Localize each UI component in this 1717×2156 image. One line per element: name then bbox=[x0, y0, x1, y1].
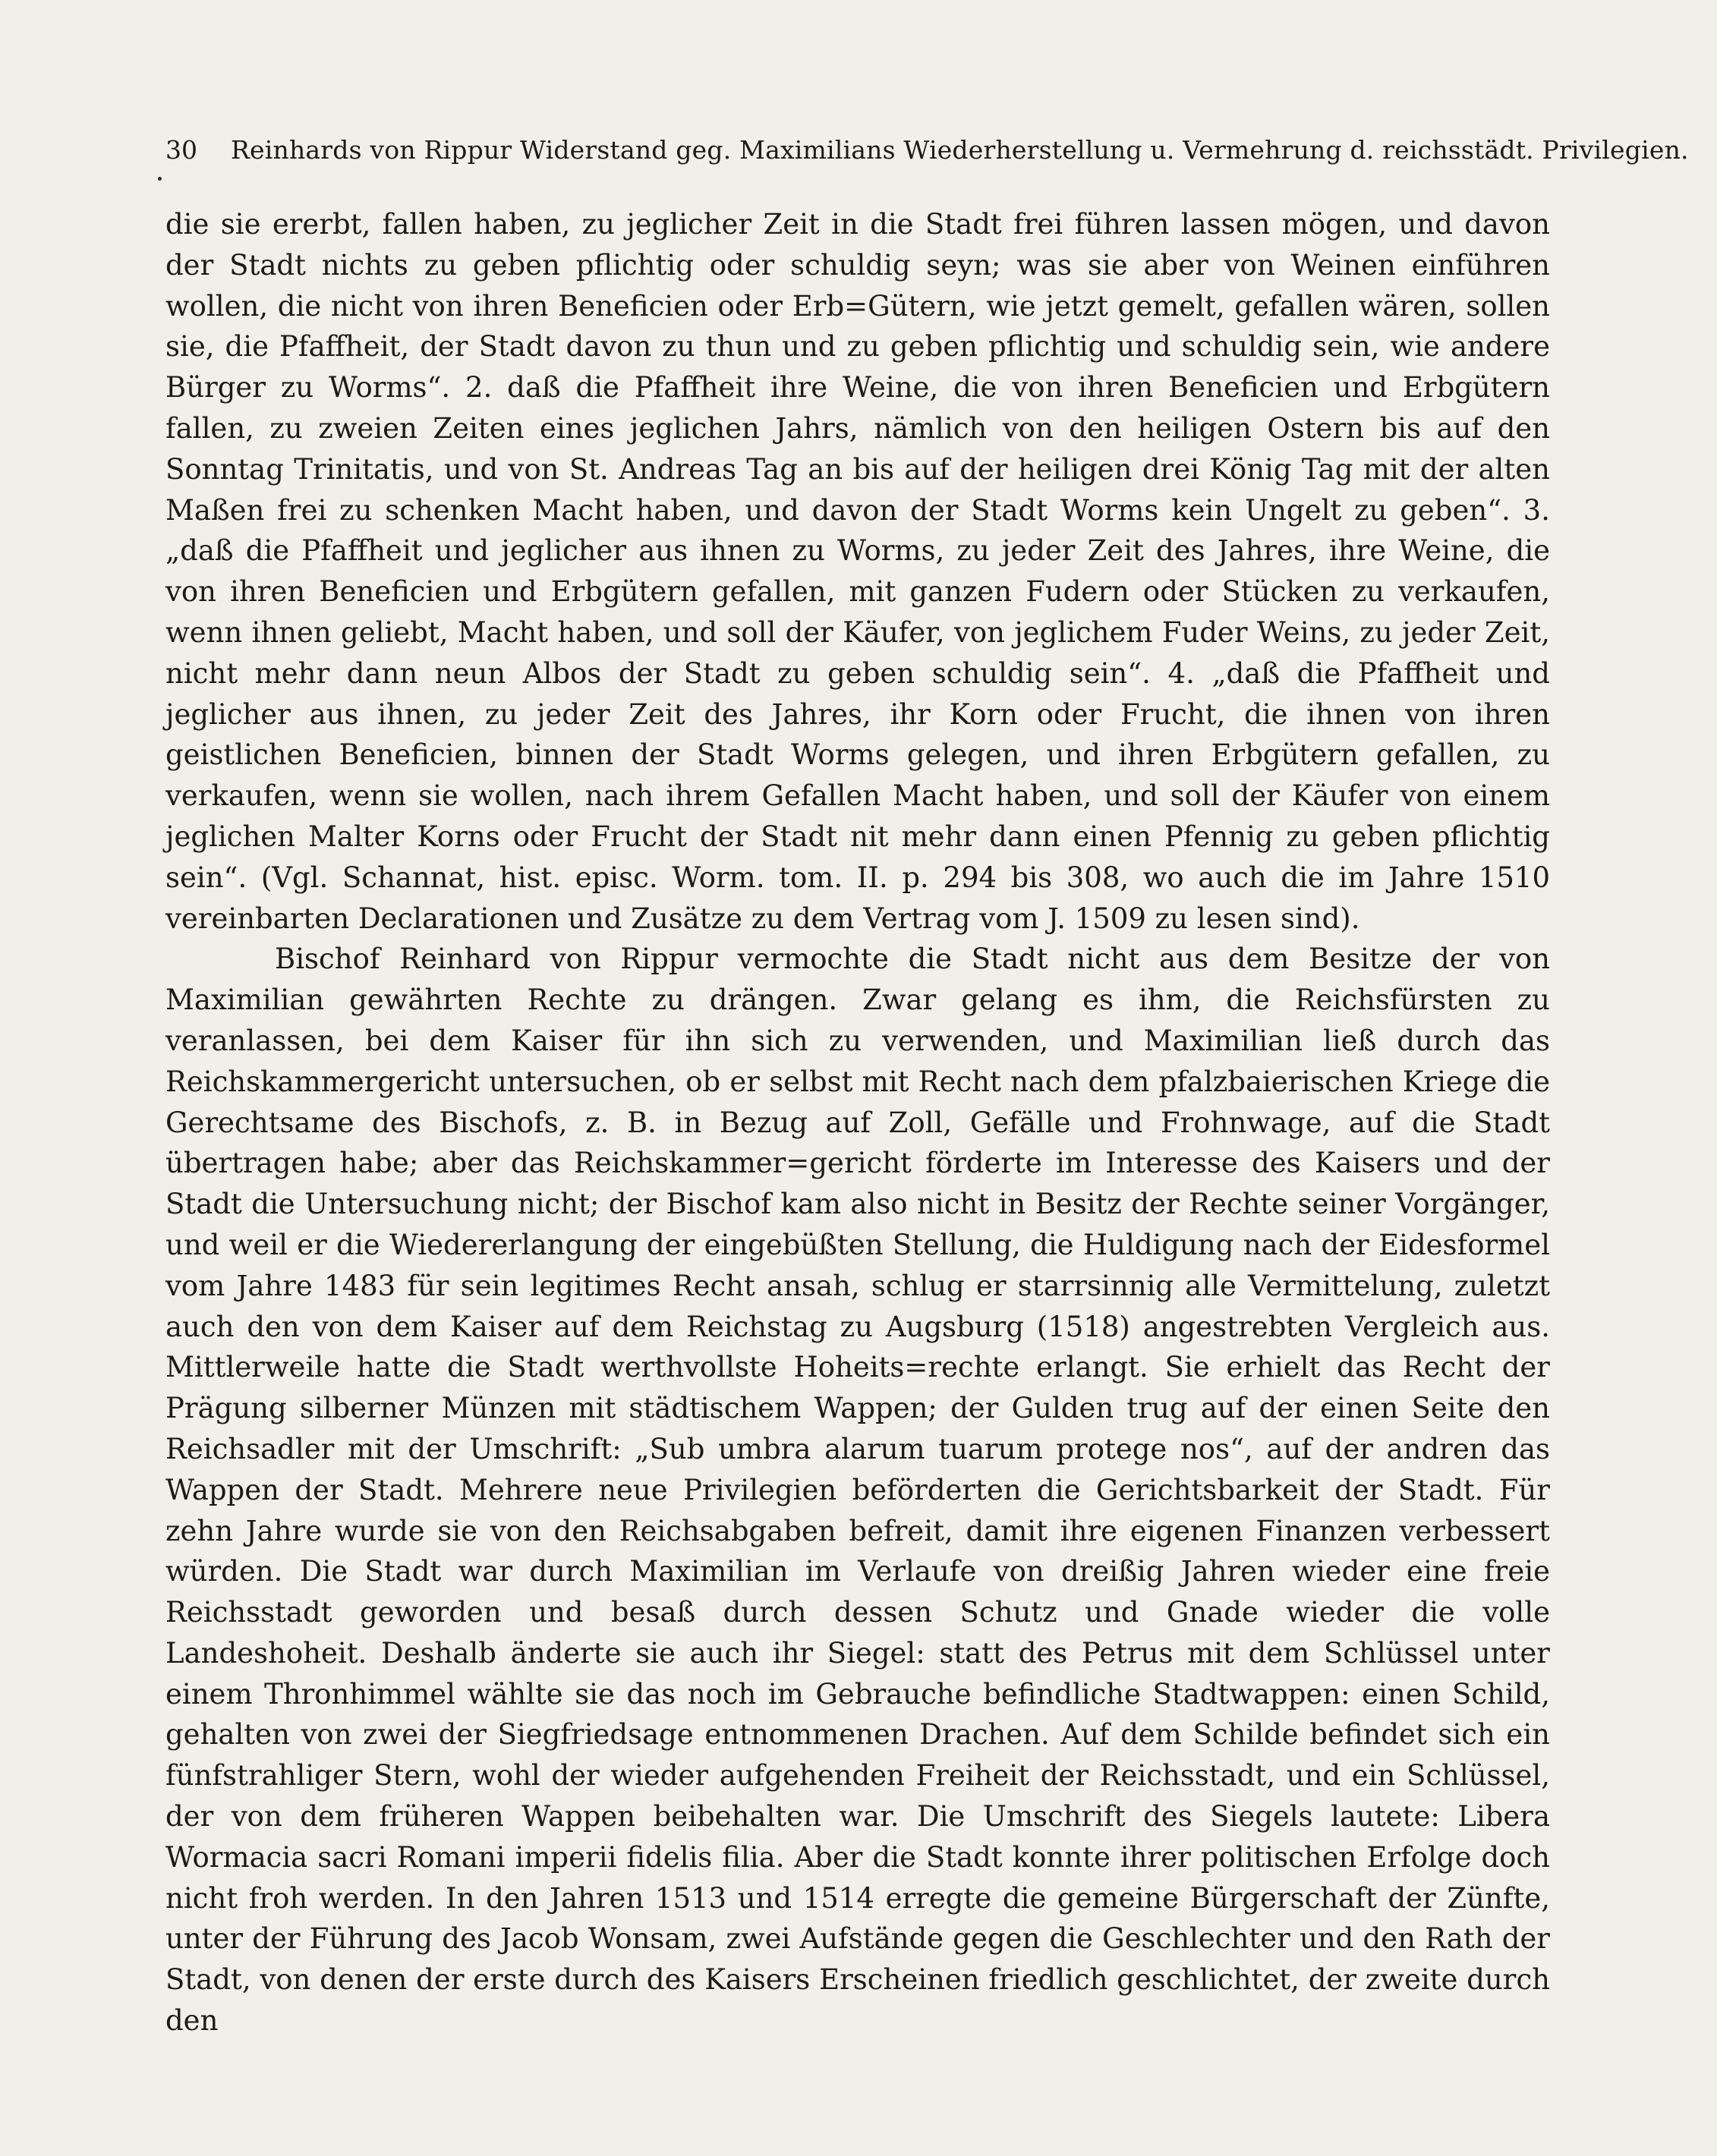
ink-speck bbox=[158, 177, 162, 181]
body-paragraph-1: die sie ererbt, fallen haben, zu jeglicher Zeit in die Stadt frei führen lassen mögen, und davon der Stadt nichts zu geben pflichtig oder schuldig seyn; was sie aber von Weinen einführen wollen, die nicht von ihren Beneficien oder Erb=Gütern, wie jetzt gemelt, gefallen wären, sollen sie, die Pfaffheit, der Stadt davon zu thun und zu geben pflichtig und schuldig sein, wie andere Bürger zu Worms“. 2. daß die Pfaffheit ihre Weine, die von ihren Beneficien und Erbgütern fallen, zu zweien Zeiten eines jeglichen Jahrs, nämlich von den heiligen Ostern bis auf den Sonntag Trinitatis, und von St. Andreas Tag an bis auf der heiligen drei König Tag mit der alten Maßen frei zu schenken Macht haben, und davon der Stadt Worms kein Ungelt zu geben“. 3. „daß die Pfaffheit und jeglicher aus ihnen zu Worms, zu jeder Zeit des Jahres, ihre Weine, die von ihren Beneficien und Erbgütern gefallen, mit ganzen Fudern oder Stücken zu verkaufen, wenn ihnen geliebt, Macht haben, und soll der Käufer, von jeglichem Fuder Weins, zu jeder Zeit, nicht mehr dann neun Albos der Stadt zu geben schuldig sein“. 4. „daß die Pfaffheit und jeglicher aus ihnen, zu jeder Zeit des Jahres, ihr Korn oder Frucht, die ihnen von ihren geistlichen Beneficien, binnen der Stadt Worms gelegen, und ihren Erbgütern gefallen, zu verkaufen, wenn sie wollen, nach ihrem Gefallen Macht haben, und soll der Käufer von einem jeglichen Malter Korns oder Frucht der Stadt nit mehr dann einen Pfennig zu geben pflichtig sein“. (Vgl. Schannat, hist. episc. Worm. tom. II. p. 294 bis 308, wo auch die im Jahre 1510 vereinbarten Declarationen und Zusätze zu dem Vertrag vom J. 1509 zu lesen sind). bbox=[165, 208, 1550, 935]
page-header bbox=[165, 135, 1689, 165]
body-paragraph-2: Bischof Reinhard von Rippur vermochte die Stadt nicht aus dem Besitze der von Maximilian gewährten Rechte zu drängen. Zwar gelang es ihm, die Reichsfürsten zu veranlassen, bei dem Kaiser für ihn sich zu verwenden, und Maximilian ließ durch das Reichskammergericht untersuchen, ob er selbst mit Recht nach dem pfalzbaierischen Kriege die Gerechtsame des Bischofs, z. B. in Bezug auf Zoll, Gefälle und Frohnwage, auf die Stadt übertragen habe; aber das Reichskammer=gericht förderte im Interesse des Kaisers und der Stadt die Untersuchung nicht; der Bischof kam also nicht in Besitz der Rechte seiner Vorgänger, und weil er die Wiedererlangung der eingebüßten Stellung, die Huldigung nach der Eidesformel vom Jahre 1483 für sein legitimes Recht ansah, schlug er starrsinnig alle Vermittelung, zuletzt auch den von dem Kaiser auf dem Reichstag zu Augsburg (1518) angestrebten Vergleich aus. Mittlerweile hatte die Stadt werthvollste Hoheits=rechte erlangt. Sie erhielt das Recht der Prägung silberner Münzen mit städtischem Wappen; der Gulden trug auf der einen Seite den Reichsadler mit der Umschrift: „Sub umbra alarum tuarum protege nos“, auf der andren das Wappen der Stadt. Mehrere neue Privilegien beförderten die Gerichtsbarkeit der Stadt. Für zehn Jahre wurde sie von den Reichsabgaben befreit, damit ihre eigenen Finanzen verbessert würden. Die Stadt war durch Maximilian im Verlaufe von dreißig Jahren wieder eine freie Reichsstadt geworden und besaß durch dessen Schutz und Gnade wieder die volle Landeshoheit. Deshalb änderte sie auch ihr Siegel: statt des Petrus mit dem Schlüssel unter einem Thronhimmel wählte sie das noch im Gebrauche befindliche Stadtwappen: einen Schild, gehalten von zwei der Siegfriedsage entnommenen Drachen. Auf dem Schilde befindet sich ein fünfstrahliger Stern, wohl der wieder aufgehenden Freiheit der Reichsstadt, und ein Schlüssel, der von dem früheren Wappen beibehalten war. Die Umschrift des Siegels lautete: Libera Wormacia sacri Romani imperii fidelis filia. Aber die Stadt konnte ihrer politischen Erfolge doch nicht froh werden. In den Jahren 1513 und 1514 erregte die gemeine Bürgerschaft der Zünfte, unter der Führung des Jacob Wonsam, zwei Aufstände gegen die Geschlechter und den Rath der Stadt, von denen der erste durch des Kaisers Erscheinen friedlich geschlichtet, der zweite durch den bbox=[165, 943, 1550, 2038]
page-number: 30 bbox=[165, 135, 197, 165]
running-title: Reinhards von Rippur Widerstand geg. Maximilians Wiederherstellung u. Vermehrung d. reichsstädt. Privilegien. bbox=[231, 135, 1689, 165]
